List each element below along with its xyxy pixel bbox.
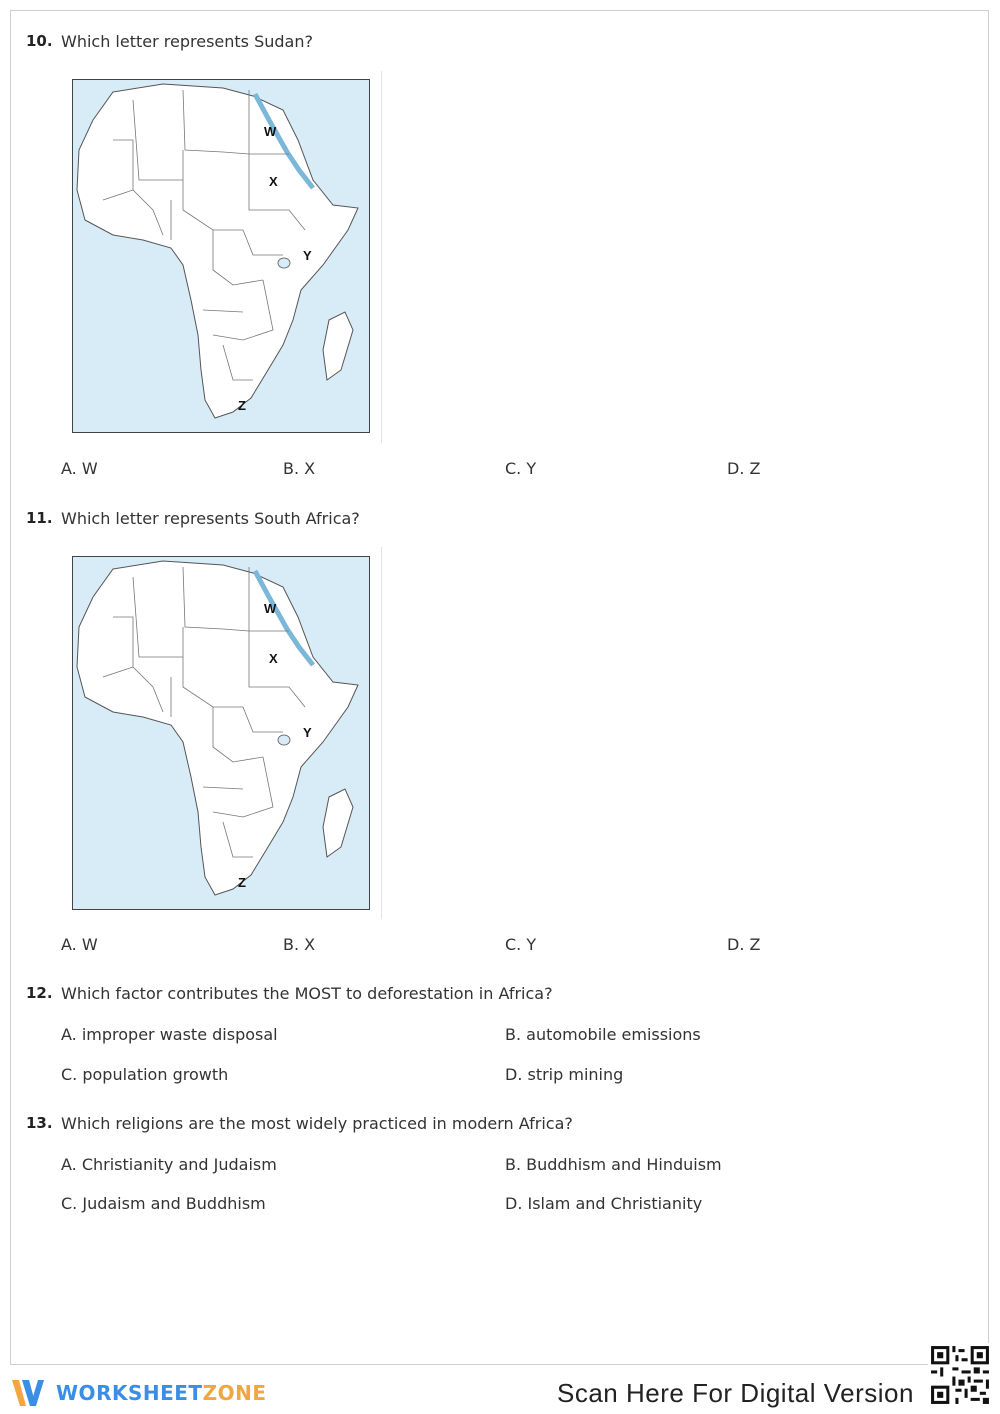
map-label-x: X <box>269 174 278 189</box>
q10-option-a[interactable]: A. W <box>61 459 98 478</box>
question-12-text: Which factor contributes the MOST to deforestation in Africa? <box>61 984 553 1003</box>
map-label-z: Z <box>238 398 246 413</box>
africa-map-q11 <box>72 556 370 910</box>
question-13-text: Which religions are the most widely practiced in modern Africa? <box>61 1114 573 1133</box>
q11-option-b[interactable]: B. X <box>283 935 316 954</box>
q11-option-c[interactable]: C. Y <box>505 935 537 954</box>
map-label-w: W <box>264 124 277 139</box>
q13-option-d[interactable]: D. Islam and Christianity <box>505 1194 703 1213</box>
logo-word-worksheet: WORKSHEET <box>56 1381 203 1405</box>
q11-option-d[interactable]: D. Z <box>727 935 761 954</box>
q13-option-c[interactable]: C. Judaism and Buddhism <box>61 1194 266 1213</box>
q12-option-c[interactable]: C. population growth <box>61 1065 229 1084</box>
q12-option-b[interactable]: B. automobile emissions <box>505 1025 701 1044</box>
q10-option-b[interactable]: B. X <box>283 459 316 478</box>
question-13-number: 13. <box>26 1114 53 1132</box>
map-divider-q10 <box>381 71 382 443</box>
map-label-z: Z <box>238 875 246 890</box>
question-10-number: 10. <box>26 32 53 50</box>
map-divider-q11 <box>381 547 382 919</box>
logo-wordmark <box>56 1381 266 1405</box>
scan-digital-version-text: Scan Here For Digital Version <box>557 1378 914 1408</box>
q10-option-c[interactable]: C. Y <box>505 459 537 478</box>
map-label-x: X <box>269 651 278 666</box>
question-12-number: 12. <box>26 984 53 1002</box>
map-label-y: Y <box>303 248 312 263</box>
africa-map-svg-q10 <box>73 80 369 432</box>
question-11-number: 11. <box>26 509 53 527</box>
africa-map-svg-q11 <box>73 557 369 909</box>
question-11-text: Which letter represents South Africa? <box>61 509 360 528</box>
logo-word-zone: ZONE <box>202 1381 267 1405</box>
q11-option-a[interactable]: A. W <box>61 935 98 954</box>
q13-option-a[interactable]: A. Christianity and Judaism <box>61 1155 277 1174</box>
q13-option-b[interactable]: B. Buddhism and Hinduism <box>505 1155 722 1174</box>
map-label-w: W <box>264 601 277 616</box>
worksheet-zone-logo[interactable] <box>10 1376 266 1410</box>
qr-code-icon[interactable] <box>928 1343 992 1407</box>
map-label-y: Y <box>303 725 312 740</box>
q12-option-d[interactable]: D. strip mining <box>505 1065 624 1084</box>
q10-option-d[interactable]: D. Z <box>727 459 761 478</box>
q12-option-a[interactable]: A. improper waste disposal <box>61 1025 278 1044</box>
logo-w-icon <box>10 1376 50 1410</box>
question-10-text: Which letter represents Sudan? <box>61 32 313 51</box>
africa-map-q10 <box>72 79 370 433</box>
